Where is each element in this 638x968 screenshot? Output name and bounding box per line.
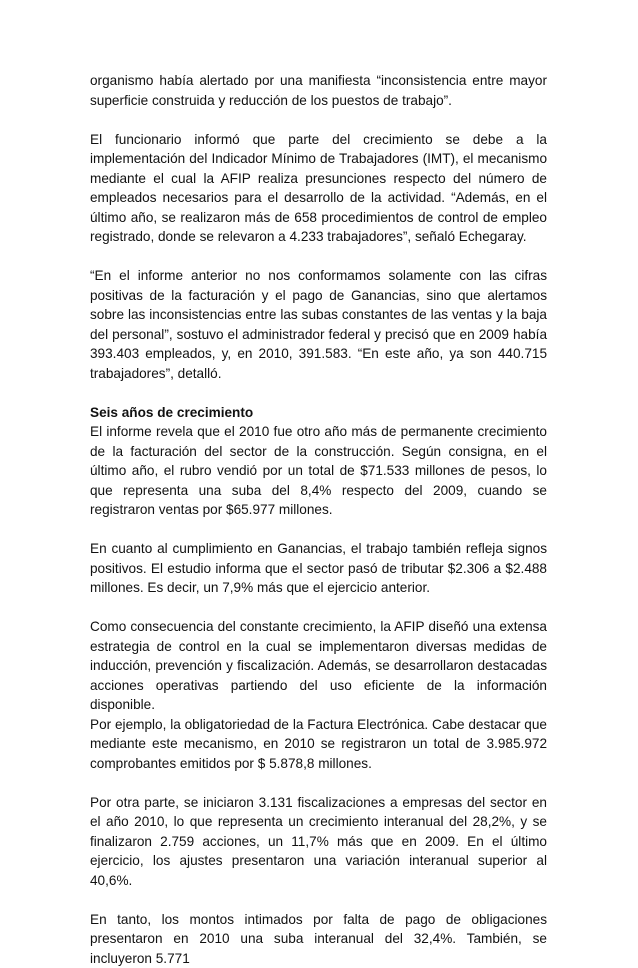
section-heading: Seis años de crecimiento [90,403,547,423]
paragraph-ganancias-compliance: En cuanto al cumplimiento en Ganancias, el trabajo también refleja signos positivos. El estudio informa que el sector pasó de tributar $2.306 a $2.488 millones. Es decir, un 7,9% más que el ejercicio anterior. [90,539,547,598]
paragraph-afip-alert-continuation: organismo había alertado por una manifiesta “inconsistencia entre mayor superficie construida y reducción de los puestos de trabajo”. [90,71,547,110]
paragraph-electronic-invoice: Por ejemplo, la obligatoriedad de la Factura Electrónica. Cabe destacar que mediante este mecanismo, en 2010 se registraron un total de 3.985.972 comprobantes emitidos por $ 5.878,8 millones. [90,715,547,774]
document-page [90,71,547,968]
paragraph-employee-figures: “En el informe anterior no nos conformamos solamente con las cifras positivas de la facturación y el pago de Ganancias, sino que alertamos sobre las inconsistencias entre las subas constantes de las ventas y la baja del personal”, sostuvo el administrador federal y precisó que en 2009 había 393.403 empleados, y, en 2010, 391.583. “En este año, ya son 440.715 trabajadores”, detalló. [90,266,547,383]
paragraph-control-strategy: Como consecuencia del constante crecimiento, la AFIP diseñó una extensa estrategia de control en la cual se implementaron diversas medidas de inducción, prevención y fiscalización. Además, se desarrollaron destacadas acciones operativas partiendo del uso eficiente de la información disponible. [90,617,547,715]
paragraph-unpaid-obligations: En tanto, los montos intimados por falta de pago de obligaciones presentaron en 2010 una suba interanual del 32,4%. También, se incluyeron 5.771 [90,910,547,968]
paragraph-imt-implementation: El funcionario informó que parte del crecimiento se debe a la implementación del Indicador Mínimo de Trabajadores (IMT), el mecanismo mediante el cual la AFIP realiza presunciones respecto del número de empleados necesarios para el desarrollo de la actividad. “Además, en el último año, se realizaron más de 658 procedimientos de control de empleo registrado, donde se relevaron a 4.233 trabajadores”, señaló Echegaray. [90,130,547,247]
paragraph-audits: Por otra parte, se iniciaron 3.131 fiscalizaciones a empresas del sector en el año 2010, lo que representa un crecimiento interanual del 28,2%, y se finalizaron 2.759 acciones, un 11,7% más que en 2009. En el último ejercicio, los ajustes presentaron una variación interanual superior al 40,6%. [90,793,547,891]
paragraph-sales-growth: El informe revela que el 2010 fue otro año más de permanente crecimiento de la facturación del sector de la construcción. Según consigna, en el último año, el rubro vendió por un total de $71.533 millones de pesos, lo que representa una suba del 8,4% respecto del 2009, cuando se registraron ventas por $65.977 millones. [90,422,547,520]
